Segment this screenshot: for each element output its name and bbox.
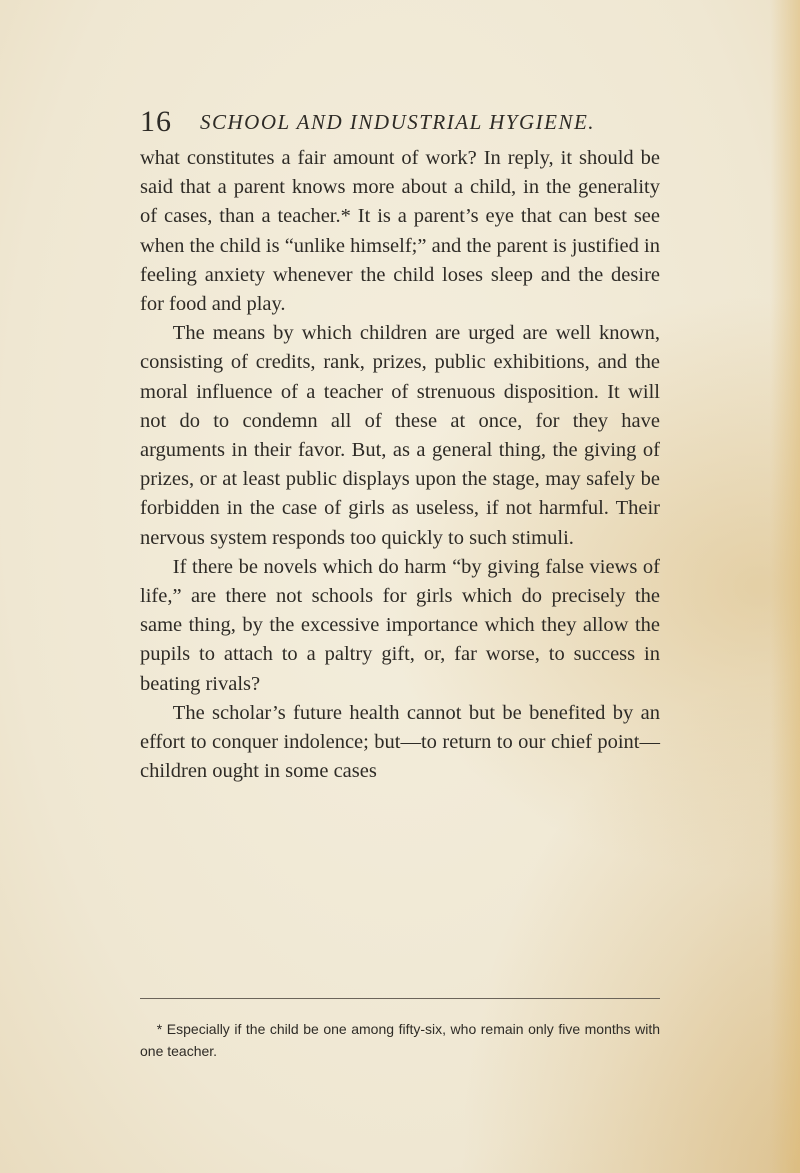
footnote-rule [140,998,660,999]
paragraph-novels: If there be novels which do harm “by giving false views of life,” are there not schools for girls which do precisely the same thing, by the excessive importance which they allow the pupils to attach to a paltry gift, or, far worse, to success in beating rivals? [140,555,660,695]
page-number: 16 [140,105,172,138]
paragraph-means: The means by which children are urged are well known, consisting of credits, rank, prizes, public exhibitions, and the moral influence of a teacher of strenuous disposition. It will not do to condemn all of these at once, for they have arguments in their favor. But, as a general thing, the giving of prizes, or at least public displays upon the stage, may safely be forbidden in the case of girls as useless, if not harmful. Their nervous system responds too quickly to such stimuli. [140,322,660,549]
page-edge-shading [770,0,800,1173]
body-text [140,144,660,786]
footnote: * Especially if the child be one among fifty-six, who remain only five months with one teacher. [140,1021,660,1059]
page-header [140,104,660,140]
paragraph-continuation: what constitutes a fair amount of work? In reply, it should be said that a parent knows more about a child, in the generality of cases, than a teacher.* It is a parent’s eye that can best see when the child is “unlike himself;” and the parent is justified in feeling anxiety whenever the child loses sleep and the desire for food and play. [140,147,660,316]
paragraph-health: The scholar’s future health cannot but be benefited by an effort to conquer indolence; but—to return to our chief point—children ought in some cases [140,701,660,783]
running-title: SCHOOL AND INDUSTRIAL HYGIENE. [200,110,596,134]
